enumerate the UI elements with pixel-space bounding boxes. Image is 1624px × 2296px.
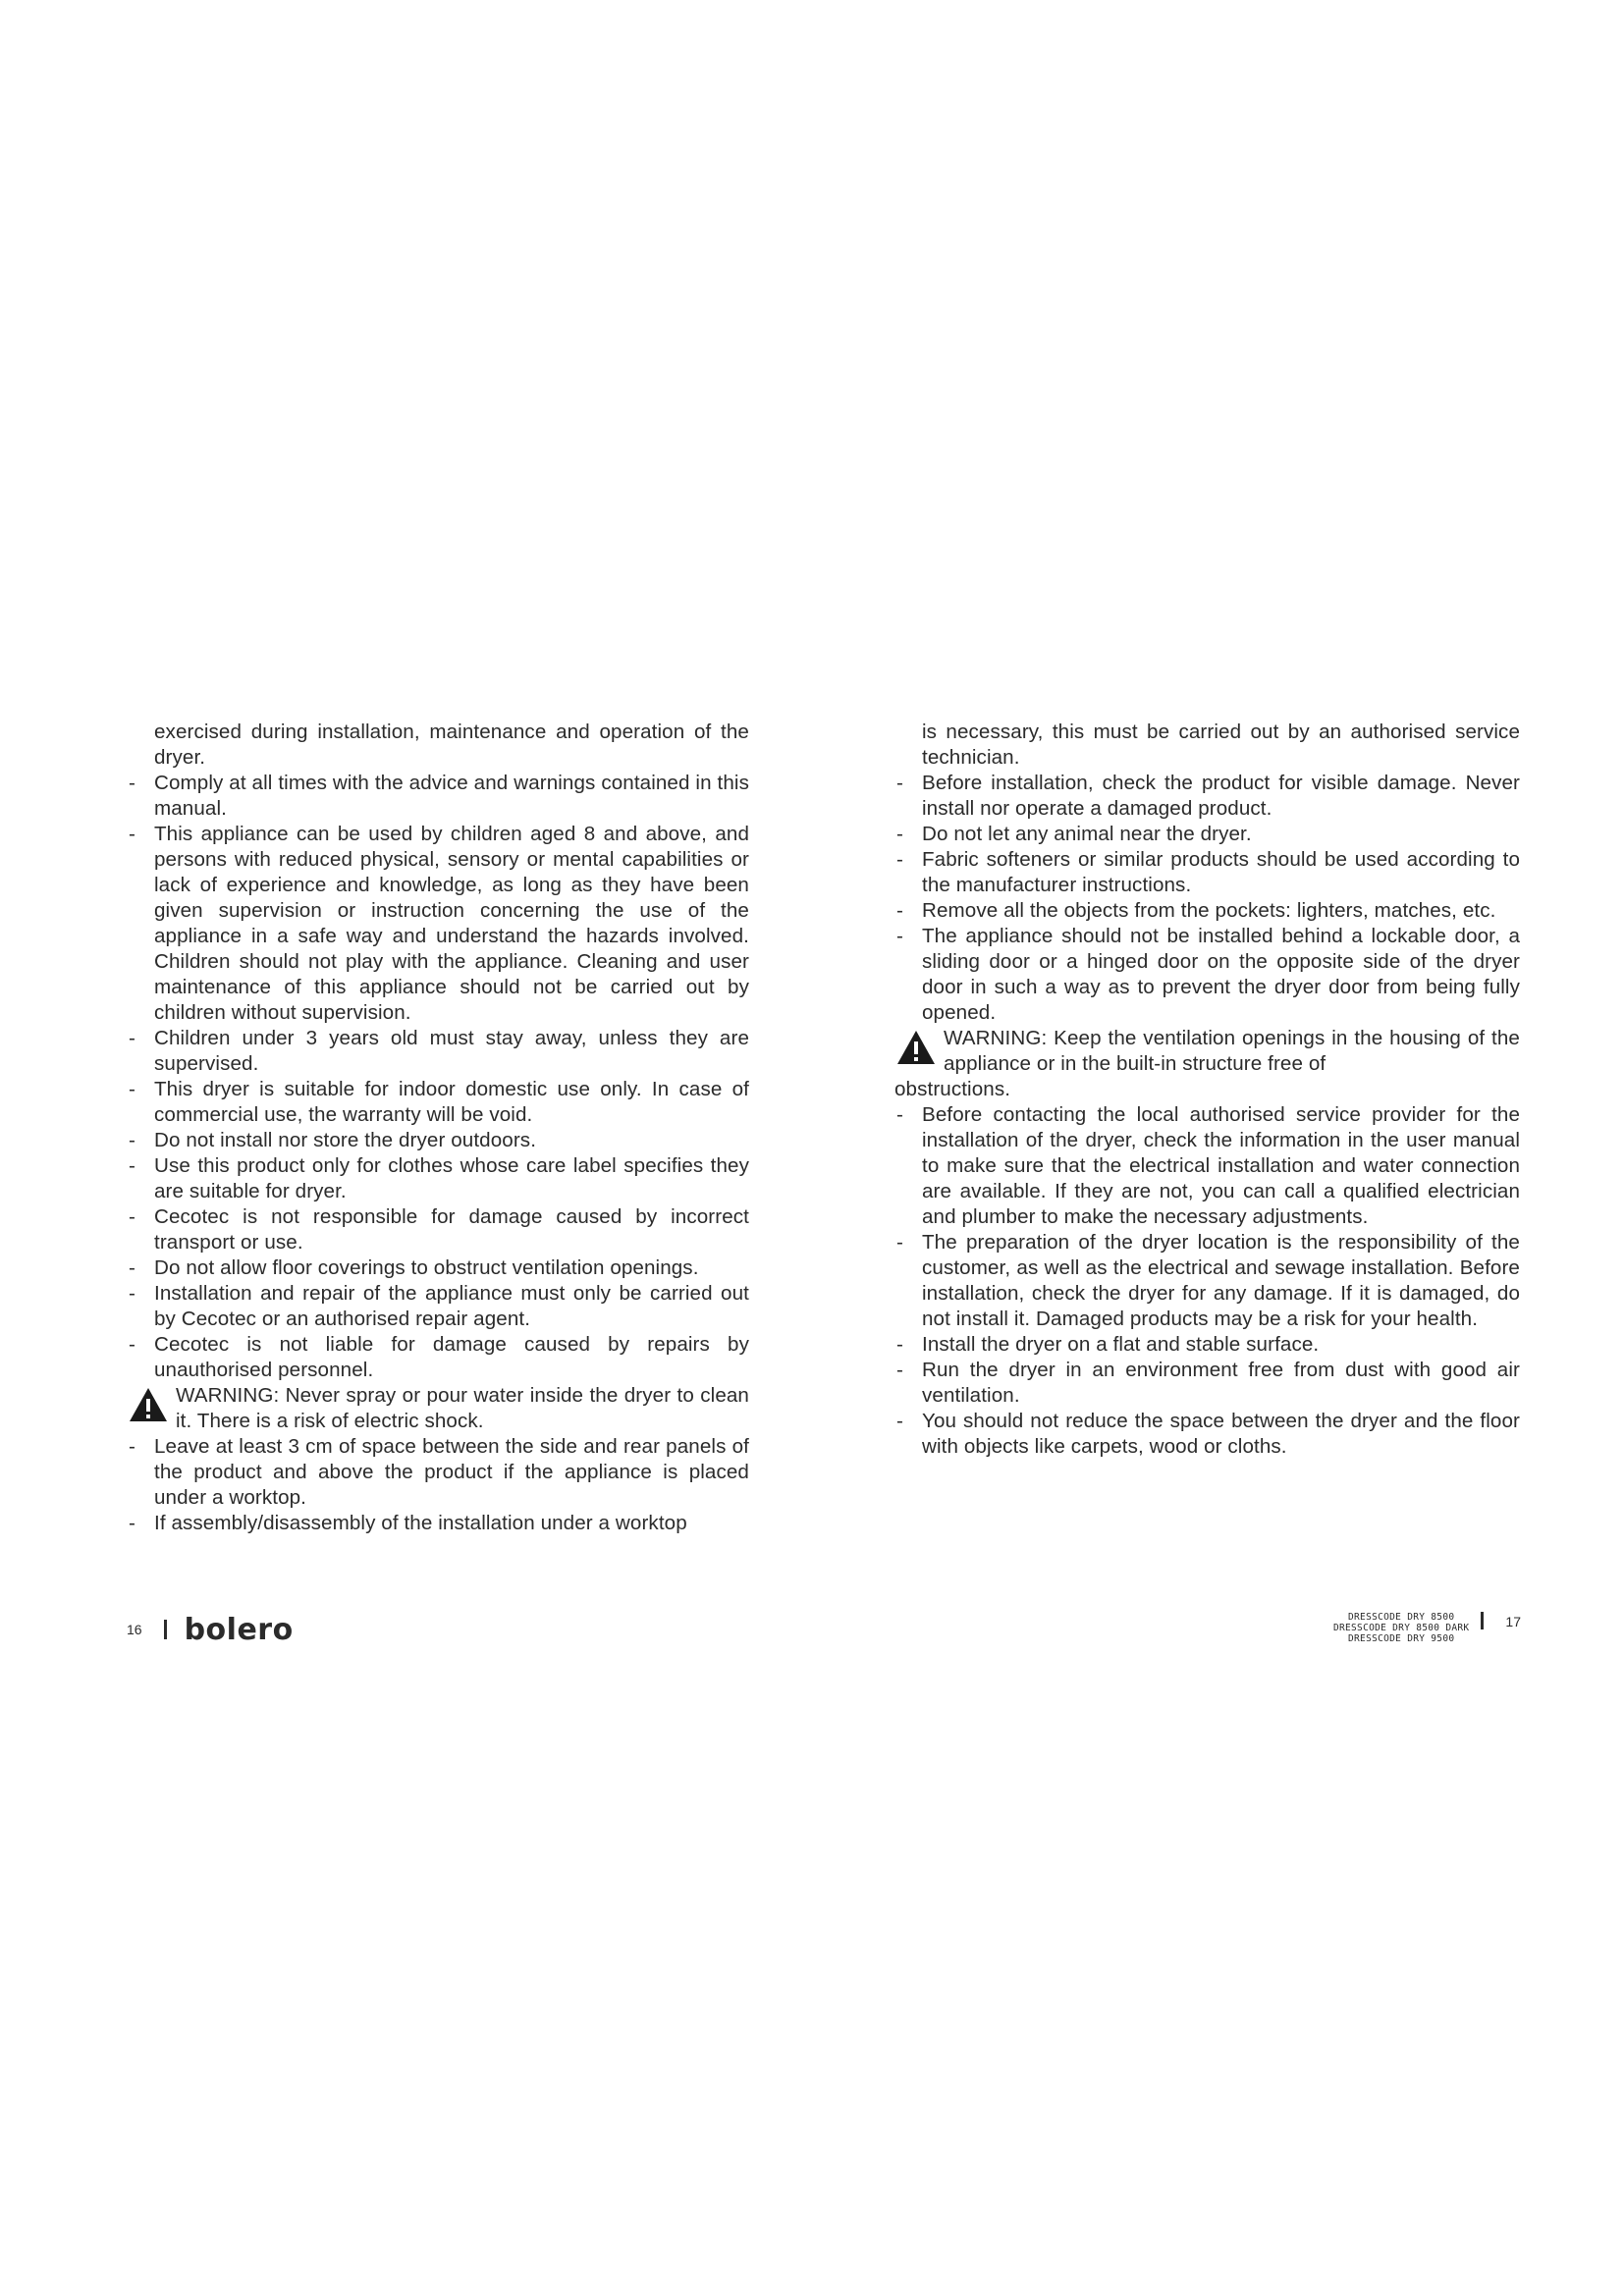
list-item: - Before contacting the local authorised service provider for the installation of the dryer, check the information in the user manual to make sure that the electrical installation and water connection are available. If they are not, you can call a qualified electrician and plumber to make the necessary adjustments. — [896, 1103, 1520, 1228]
bullet-dash: - — [129, 1512, 135, 1534]
right-column — [894, 720, 1520, 1460]
bullet-dash: - — [129, 1078, 135, 1100]
brand-logo: bolero — [184, 1612, 294, 1647]
bullet-dash: - — [129, 1205, 135, 1228]
list-item: - Install the dryer on a flat and stable surface. — [896, 1333, 1320, 1356]
list-item: - This appliance can be used by children aged 8 and above, and persons with reduced physical, sensory or mental capabilities or lack of experience and knowledge, as long as they have been given supervision or instruction concerning the use of the appliance in a safe way and understand the hazards involved. Children should not play with the appliance. Cleaning and user maintenance of this appliance should not be carried out by children without supervision. — [129, 823, 749, 1024]
left-column — [127, 720, 749, 1536]
footer-right — [1333, 1612, 1521, 1644]
model-names — [1333, 1612, 1469, 1644]
list-item: - You should not reduce the space between the dryer and the floor with objects like carpets, wood or cloths. — [896, 1410, 1520, 1458]
warning-notice: WARNING: Never spray or pour water inside the dryer to clean it. There is a risk of electric shock. — [127, 1383, 749, 1434]
footer-divider — [164, 1620, 167, 1639]
warning-triangle-icon — [896, 1030, 936, 1065]
list-item: - Run the dryer in an environment free from dust with good air ventilation. — [896, 1359, 1520, 1407]
bullet-dash: - — [129, 1027, 135, 1049]
bullet-dash: - — [896, 1103, 903, 1126]
list-item: - Cecotec is not liable for damage caused by repairs by unauthorised personnel. — [129, 1333, 749, 1381]
bullet-dash: - — [129, 823, 135, 845]
bullet-dash: - — [896, 1231, 903, 1254]
bullet-dash: - — [129, 1333, 135, 1356]
warning-triangle-icon — [129, 1387, 168, 1422]
bullet-dash: - — [896, 848, 903, 871]
list-item: - Do not let any animal near the dryer. — [896, 823, 1252, 845]
bullet-dash: - — [896, 1410, 903, 1432]
list-item: - Before installation, check the product for visible damage. Never install nor operate a damaged product. — [896, 772, 1520, 820]
model-name: DRESSCODE DRY 9500 — [1348, 1633, 1455, 1644]
bullet-dash: - — [129, 772, 135, 794]
list-item: - Remove all the objects from the pockets: lighters, matches, etc. — [896, 899, 1496, 922]
warning-continuation: obstructions. — [894, 1078, 1011, 1100]
continuation-text: is necessary, this must be carried out by an authorised service technician. — [922, 721, 1520, 769]
page-number-right: 17 — [1505, 1614, 1521, 1629]
list-item: - Do not allow floor coverings to obstruct ventilation openings. — [129, 1256, 699, 1279]
bullet-dash: - — [896, 772, 903, 794]
bullet-dash: - — [896, 925, 903, 947]
bullet-dash: - — [129, 1256, 135, 1279]
bullet-dash: - — [129, 1435, 135, 1458]
warning-notice: WARNING: Keep the ventilation openings in the housing of the appliance or in the built-in structure free of — [894, 1026, 1520, 1077]
list-item: - The appliance should not be installed behind a lockable door, a sliding door or a hinged door on the opposite side of the dryer door in such a way as to prevent the dryer door from being fully opened. — [896, 925, 1520, 1024]
continuation-text: exercised during installation, maintenance and operation of the dryer. — [154, 721, 749, 769]
list-item: - Comply at all times with the advice and warnings contained in this manual. — [129, 772, 749, 820]
bullet-dash: - — [896, 1359, 903, 1381]
bullet-dash: - — [129, 1282, 135, 1305]
bullet-dash: - — [896, 823, 903, 845]
list-item: - Fabric softeners or similar products should be used according to the manufacturer instructions. — [896, 848, 1520, 896]
model-name: DRESSCODE DRY 8500 DARK — [1332, 1623, 1470, 1633]
list-item: - Leave at least 3 cm of space between the side and rear panels of the product and above the product if the appliance is placed under a worktop. — [129, 1435, 749, 1509]
list-item: - If assembly/disassembly of the installation under a worktop — [129, 1512, 687, 1534]
bullet-dash: - — [896, 1333, 903, 1356]
list-item: - Installation and repair of the appliance must only be carried out by Cecotec or an authorised repair agent. — [129, 1282, 749, 1330]
list-item: - Children under 3 years old must stay away, unless they are supervised. — [129, 1027, 749, 1075]
bullet-dash: - — [129, 1129, 135, 1151]
model-name: DRESSCODE DRY 8500 — [1348, 1612, 1455, 1623]
list-item: - Do not install nor store the dryer outdoors. — [129, 1129, 537, 1151]
footer-divider — [1481, 1612, 1484, 1629]
list-item: - This dryer is suitable for indoor domestic use only. In case of commercial use, the warranty will be void. — [129, 1078, 749, 1126]
list-item: - Cecotec is not responsible for damage caused by incorrect transport or use. — [129, 1205, 749, 1254]
list-item: - Use this product only for clothes whose care label specifies they are suitable for dryer. — [129, 1154, 749, 1202]
bullet-dash: - — [896, 899, 903, 922]
list-item: - The preparation of the dryer location is the responsibility of the customer, as well as the electrical and sewage installation. Before installation, check the dryer for any damage. If it is damaged, do not install it. Damaged products may be a risk for your health. — [896, 1231, 1520, 1330]
bullet-dash: - — [129, 1154, 135, 1177]
page-number-left: 16 — [127, 1622, 142, 1637]
footer-left — [127, 1610, 294, 1649]
